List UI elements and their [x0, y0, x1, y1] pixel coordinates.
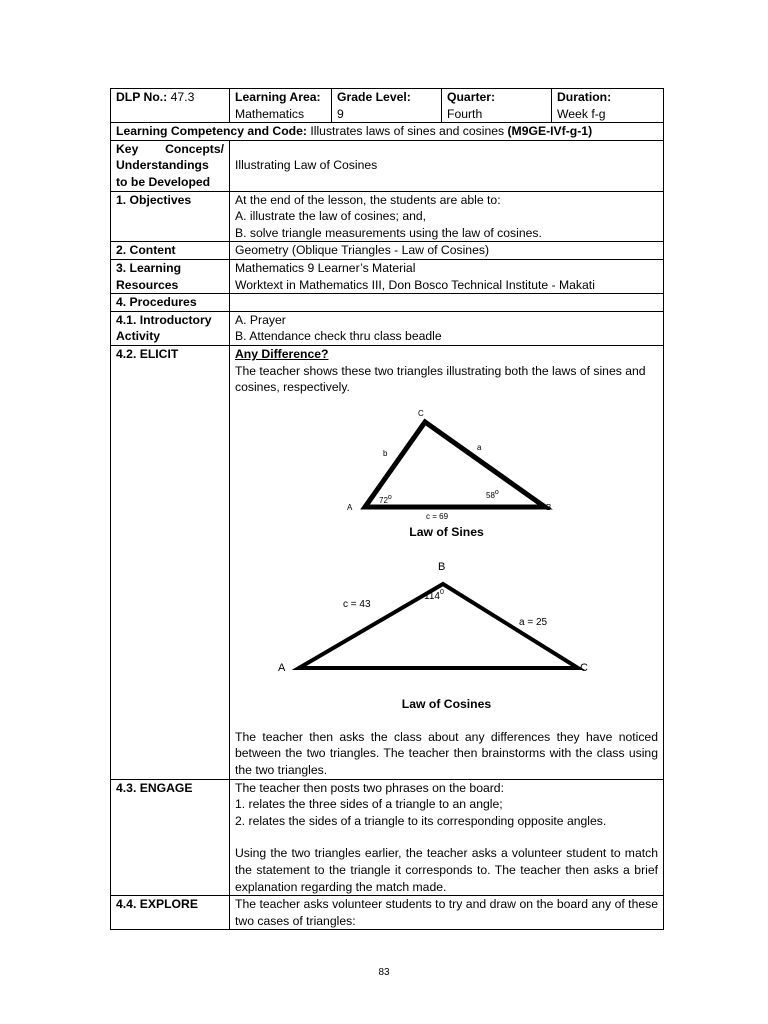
learning-area-cell [230, 89, 332, 123]
introductory-label-b: Activity [116, 329, 161, 344]
law-of-cosines-triangle-figure [235, 548, 655, 694]
elicit-label: 4.2. ELICIT [111, 345, 230, 779]
law-of-cosines-caption: Law of Cosines [401, 697, 492, 712]
explore-text: The teacher asks volunteer students to try and draw on the board any of these two cases of triangles: [230, 896, 664, 930]
key-concepts-label-d: to be Developed [116, 174, 211, 189]
elicit-intro: The teacher shows these two triangles illustrating both the laws of sines and cosines, respectively. [235, 363, 646, 395]
grade-level-value: 9 [337, 106, 344, 121]
key-concepts-label-a: Key [116, 141, 139, 156]
content-row [111, 242, 664, 260]
sines-angle-a-degree: o [387, 493, 392, 501]
resources-label-b: Resources [116, 277, 179, 292]
objectives-row [111, 191, 664, 242]
key-concepts-label [111, 140, 230, 191]
explore-row [111, 896, 664, 930]
introductory-row [111, 311, 664, 345]
competency-cell [111, 123, 664, 141]
resources-label-a: 3. Learning [116, 260, 182, 275]
duration-cell [552, 89, 664, 123]
content-label: 2. Content [111, 242, 230, 260]
dlp-number-label: DLP No.: [116, 90, 168, 104]
objectives-line: At the end of the lesson, the students are able to: [235, 192, 501, 207]
quarter-cell [442, 89, 552, 123]
introductory-label [111, 311, 230, 345]
procedures-row [111, 294, 664, 312]
cosines-side-a: a = 25 [519, 617, 548, 629]
learning-area-value: Mathematics [235, 106, 305, 121]
competency-text: Illustrates laws of sines and cosines [310, 124, 505, 139]
procedures-empty [230, 294, 664, 312]
content-value: Geometry (Oblique Triangles - Law of Cosines) [230, 242, 664, 260]
sines-angle-b-degree: o [494, 488, 499, 496]
competency-code: (M9GE-IVf-g-1) [507, 124, 593, 139]
engage-label: 4.3. ENGAGE [111, 779, 230, 896]
explore-label: 4.4. EXPLORE [111, 896, 230, 930]
header-row [111, 89, 664, 123]
resource-item: Worktext in Mathematics III, Don Bosco Technical Institute - Makati [235, 277, 595, 292]
cosines-vertex-c: C [580, 662, 588, 675]
sines-triangle-shape [365, 422, 545, 507]
introductory-label-a: 4.1. Introductory [116, 312, 212, 327]
objectives-line: A. illustrate the law of cosines; and, [235, 209, 427, 224]
introductory-item: A. Prayer [235, 312, 286, 327]
objectives-line: B. solve triangle measurements using the law of cosines. [235, 225, 542, 240]
key-concepts-label-b: Concepts/ [165, 141, 224, 156]
elicit-outro: The teacher then asks the class about any differences they have noticed between the two triangles. The teacher then brainstorms with the class using the two triangles. [235, 729, 658, 778]
cosines-vertex-b: B [438, 561, 446, 574]
engage-content [230, 779, 664, 896]
engage-row [111, 779, 664, 896]
sines-angle-a-value: 72 [379, 495, 388, 505]
objectives-label: 1. Objectives [111, 191, 230, 242]
sines-vertex-b: B [546, 502, 552, 512]
sines-vertex-a: A [347, 502, 353, 512]
resources-content [230, 259, 664, 293]
elicit-content [230, 345, 664, 779]
introductory-content [230, 311, 664, 345]
law-of-sines-triangle-figure [235, 396, 655, 522]
cosines-angle-b [424, 589, 444, 602]
engage-line: 1. relates the three sides of a triangle to an angle; [235, 797, 503, 812]
sines-angle-b [486, 489, 499, 500]
cosines-side-c: c = 43 [343, 599, 371, 611]
law-of-sines-caption: Law of Sines [409, 524, 484, 539]
key-concepts-label-c: Understandings [116, 158, 209, 173]
key-concepts-row [111, 140, 664, 191]
key-concepts-value: Illustrating Law of Cosines [230, 140, 664, 191]
resources-label [111, 259, 230, 293]
quarter-value: Fourth [447, 106, 483, 121]
sines-side-a: a [477, 442, 482, 452]
elicit-heading: Any Difference? [235, 346, 329, 361]
resource-item: Mathematics 9 Learner’s Material [235, 260, 416, 275]
cosines-angle-b-value: 114 [424, 591, 440, 603]
page-number: 83 [378, 967, 390, 978]
sines-angle-a [379, 494, 392, 505]
procedures-label: 4. Procedures [111, 294, 230, 312]
competency-label: Learning Competency and Code: [116, 124, 307, 139]
sines-vertex-c: C [418, 408, 424, 418]
introductory-item: B. Attendance check thru class beadle [235, 329, 442, 344]
learning-area-label: Learning Area: [235, 90, 321, 104]
resources-row [111, 259, 664, 293]
objectives-content [230, 191, 664, 242]
duration-value: Week f-g [557, 106, 606, 121]
sines-side-c: c = 69 [426, 511, 449, 521]
engage-paragraph: Using the two triangles earlier, the teacher asks a volunteer student to match the statement to the triangle it corresponds to. The teacher then asks a brief explanation regarding the match made. [235, 846, 658, 894]
competency-row [111, 123, 664, 141]
engage-line: 2. relates the sides of a triangle to its corresponding opposite angles. [235, 813, 607, 828]
quarter-label: Quarter: [447, 90, 496, 104]
elicit-row [111, 345, 664, 779]
cosines-vertex-a: A [278, 662, 286, 675]
dlp-number-value: 47.3 [170, 90, 195, 104]
dlp-number-cell [111, 89, 230, 123]
grade-level-label: Grade Level: [337, 90, 411, 104]
grade-level-cell [332, 89, 442, 123]
sines-angle-b-value: 58 [486, 490, 495, 500]
cosines-angle-b-degree: 0 [439, 589, 444, 597]
engage-line: The teacher then posts two phrases on the board: [235, 780, 504, 795]
duration-label: Duration: [557, 90, 612, 104]
sines-side-b: b [383, 448, 388, 458]
dlp-table [110, 88, 664, 930]
